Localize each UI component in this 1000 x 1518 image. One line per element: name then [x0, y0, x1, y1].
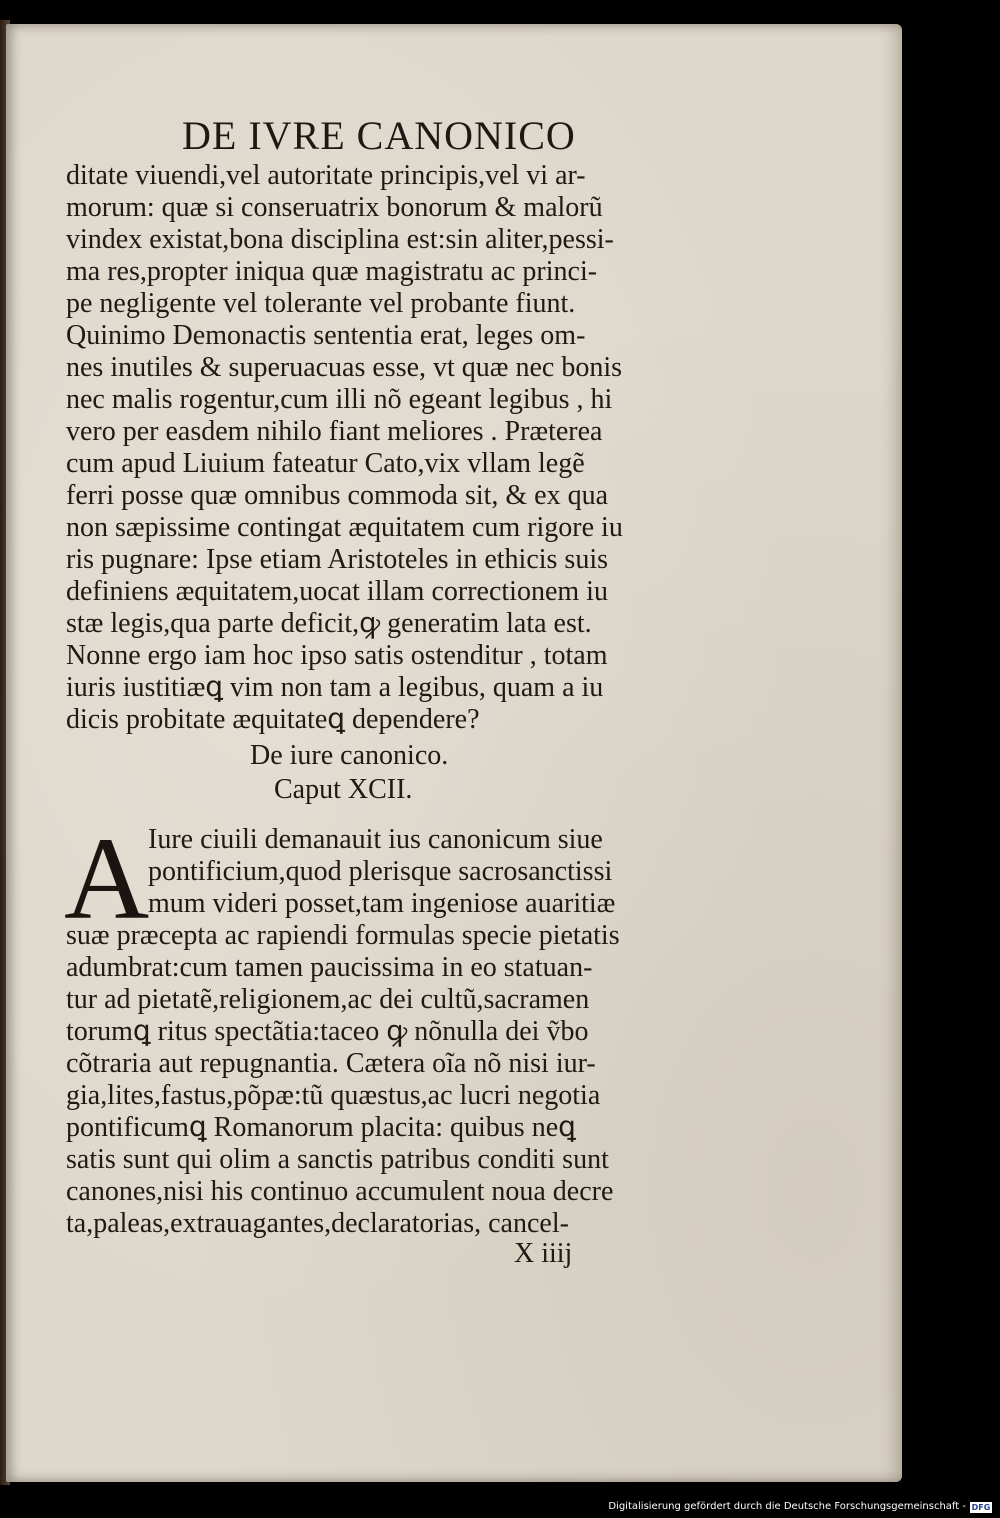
body-line: pe negligente vel tolerante vel probante fiunt.	[66, 288, 576, 319]
body-line: ditate viuendi,vel autoritate principis,vel vi ar-	[66, 160, 586, 191]
body-line: nec malis rogentur,cum illi nõ egeant legibus , hi	[66, 384, 613, 415]
chapter-line: satis sunt qui olim a sanctis patribus conditi sunt	[66, 1144, 609, 1175]
digitization-credit: Digitalisierung gefördert durch die Deutsche Forschungsgemeinschaft -	[608, 1501, 966, 1512]
dfg-logo: DFG	[971, 1503, 991, 1512]
running-head: DE IVRE CANONICO	[182, 113, 576, 158]
signature-mark: X iiij	[514, 1238, 573, 1269]
body-line: stæ legis,qua parte deficit,ꝙ generatim lata est.	[66, 608, 592, 639]
body-line: ma res,propter iniqua quæ magistratu ac princi-	[66, 256, 598, 287]
chapter-line: Iure ciuili demanauit ius canonicum siue	[148, 824, 603, 855]
body-line: vindex existat,bona disciplina est:sin aliter,pessi-	[66, 224, 614, 255]
chapter-line: cõtraria aut repugnantia. Cætera oĩa nõ nisi iur-	[66, 1048, 596, 1079]
chapter-number: Caput XCII.	[274, 774, 413, 805]
chapter-line: torumꝗ ritus spectãtia:taceo ꝙ nõnulla dei ṽbo	[66, 1016, 589, 1047]
body-line: cum apud Liuium fateatur Cato,vix vllam legẽ	[66, 448, 585, 479]
body-line: vero per easdem nihilo fiant meliores . Præterea	[66, 416, 603, 447]
book-page	[6, 24, 902, 1482]
body-line: nes inutiles & superuacuas esse, vt quæ nec bonis	[66, 352, 623, 383]
body-line: dicis probitate æquitateꝗ dependere?	[66, 704, 480, 735]
chapter-line: suæ præcepta ac rapiendi formulas specie pietatis	[66, 920, 620, 951]
body-line: non sæpissime contingat æquitatem cum rigore iu	[66, 512, 623, 543]
body-line: Quinimo Demonactis sententia erat, leges om-	[66, 320, 586, 351]
body-line: ferri posse quæ omnibus commoda sit, & ex qua	[66, 480, 609, 511]
chapter-title: De iure canonico.	[250, 740, 449, 771]
chapter-line: pontificumꝗ Romanorum placita: quibus neꝗ	[66, 1112, 576, 1143]
body-line: definiens æquitatem,uocat illam correctionem iu	[66, 576, 608, 607]
chapter-line: pontificium,quod plerisque sacrosanctissi	[148, 856, 613, 887]
drop-cap-initial: A	[64, 813, 150, 944]
body-line: morum: quæ si conseruatrix bonorum & malorũ	[66, 192, 603, 223]
chapter-line: adumbrat:cum tamen paucissima in eo statuan-	[66, 952, 593, 983]
body-line: Nonne ergo iam hoc ipso satis ostenditur , totam	[66, 640, 608, 671]
chapter-line: tur ad pietatẽ,religionem,ac dei cultũ,sacramen	[66, 984, 590, 1015]
chapter-line: ta,paleas,extrauagantes,declaratorias, cancel-	[66, 1208, 569, 1239]
chapter-line: mum videri posset,tam ingeniose auaritiæ	[148, 888, 616, 919]
body-line: ris pugnare: Ipse etiam Aristoteles in ethicis suis	[66, 544, 609, 575]
chapter-line: gia,lites,fastus,põpæ:tũ quæstus,ac lucri negotia	[66, 1080, 601, 1111]
body-line: iuris iustitiæꝗ vim non tam a legibus, quam a iu	[66, 672, 604, 703]
chapter-line: canones,nisi his continuo accumulent noua decre	[66, 1176, 614, 1207]
